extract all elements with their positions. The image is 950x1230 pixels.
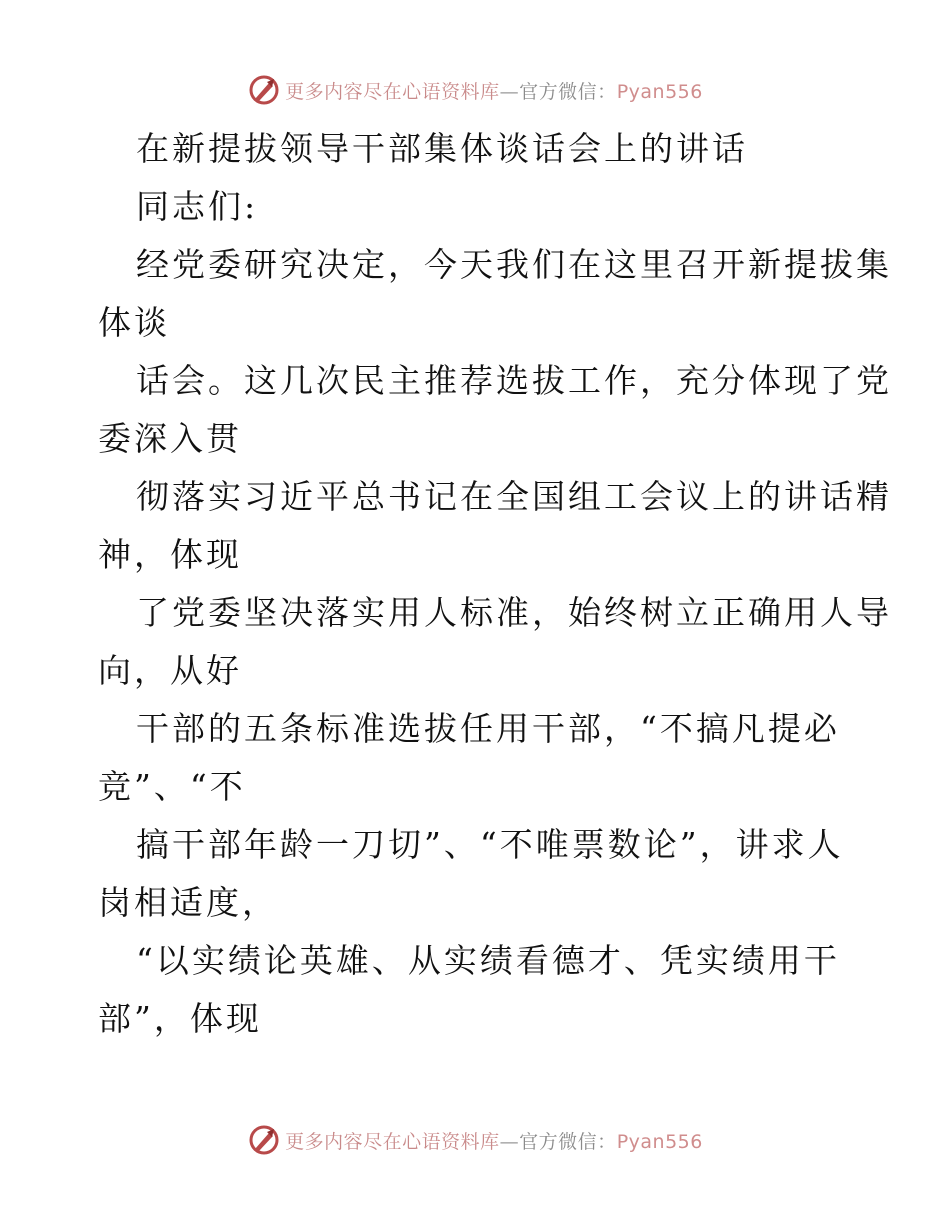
paragraph-line: 委深入贯: [98, 419, 242, 458]
banner-wechat-id: Pyan556: [616, 1130, 703, 1153]
salutation: 同志们:: [136, 187, 259, 226]
paragraph-line: 干部的五条标准选拔任用干部，“不搞凡提必: [136, 709, 840, 748]
paragraph-line: 了党委坚决落实用人标准，始终树立正确用人导: [136, 593, 892, 632]
paragraph-line: 竞”、“不: [98, 767, 246, 806]
banner-main-text: 更多内容尽在心语资料库: [285, 1130, 500, 1153]
pen-logo-icon: [247, 1123, 281, 1157]
document-body: [98, 120, 892, 1048]
paragraph-line: 向，从好: [98, 651, 242, 690]
paragraph-line: 部”，体现: [98, 999, 262, 1038]
banner-main-text: 更多内容尽在心语资料库: [285, 80, 500, 103]
banner-dash: —: [499, 1130, 520, 1153]
paragraph-line: 岗相适度，: [98, 883, 278, 922]
paragraph-line: 神，体现: [98, 535, 242, 574]
banner-wechat-label: 官方微信：: [519, 1130, 617, 1153]
paragraph-line: 搞干部年龄一刀切”、“不唯票数论”，讲求人: [136, 825, 844, 864]
paragraph-line: 体谈: [98, 303, 170, 342]
paragraph-line: “以实绩论英雄、从实绩看德才、凭实绩用干: [136, 941, 840, 980]
paragraph-line: 彻落实习近平总书记在全国组工会议上的讲话精: [136, 477, 892, 516]
banner-wechat-id: Pyan556: [616, 80, 703, 103]
document-title: 在新提拔领导干部集体谈话会上的讲话: [136, 129, 748, 168]
pen-logo-icon: [247, 73, 281, 107]
paragraph-line: 话会。这几次民主推荐选拔工作，充分体现了党: [136, 361, 892, 400]
footer-watermark-banner: [0, 1120, 950, 1160]
banner-dash: —: [499, 80, 520, 103]
paragraph-line: 经党委研究决定，今天我们在这里召开新提拔集: [136, 245, 892, 284]
header-watermark-banner: [0, 70, 950, 110]
banner-wechat-label: 官方微信：: [519, 80, 617, 103]
